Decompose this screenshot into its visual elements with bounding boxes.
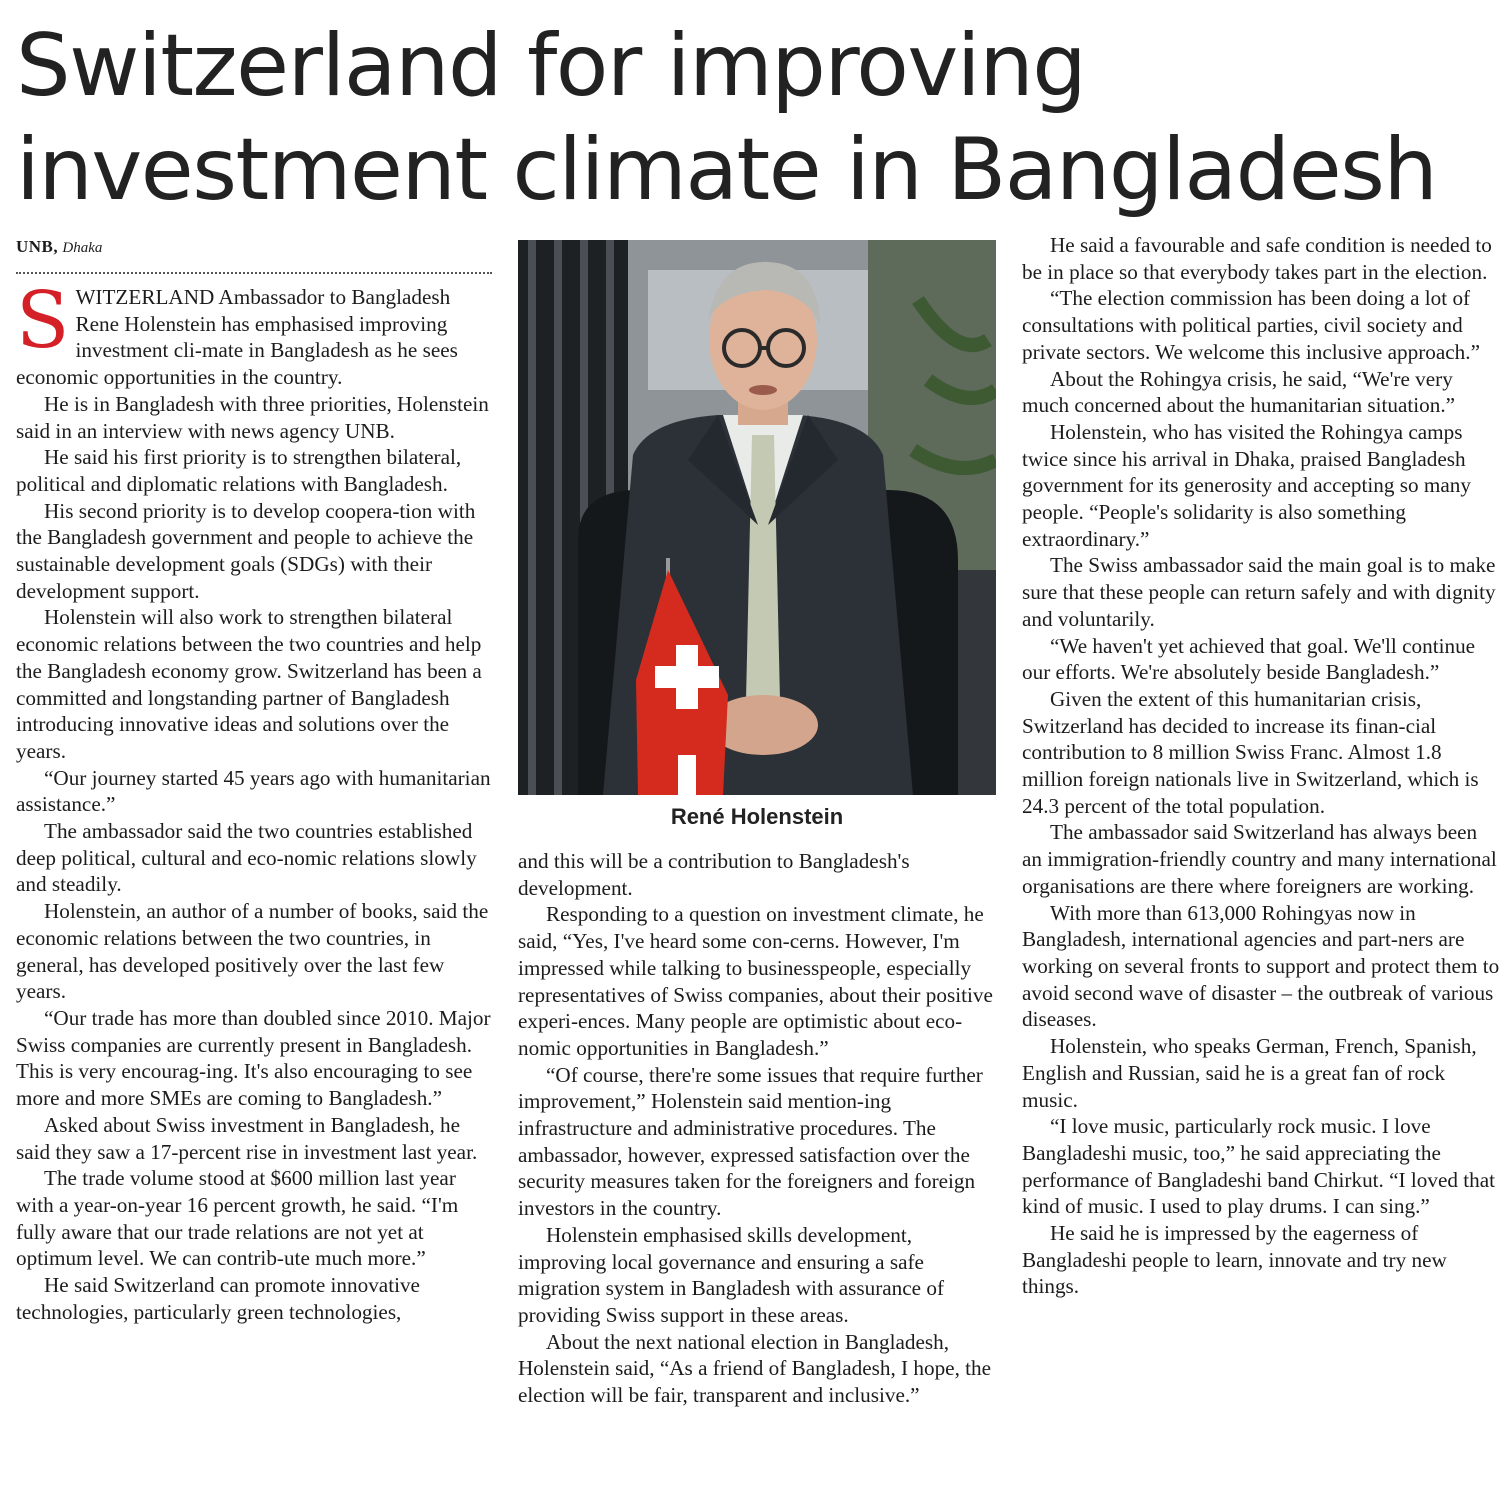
paragraph-14: Responding to a question on investment climate, he said, “Yes, I've heard some con-cerns. However, I'm impressed while talking to businesspeople, especially representatives of Swiss companies, about their positive experi-ences. Many people are optimistic about eco-nomic opportunities in Bangladesh.” — [518, 902, 993, 1060]
article-column-1 — [16, 232, 492, 1325]
byline — [16, 232, 492, 266]
paragraph-20: About the Rohingya crisis, he said, “We're very much concerned about the humanitarian situation.” — [1022, 366, 1456, 418]
paragraph-5: Holenstein will also work to strengthen bilateral economic relations between the two countries and help the Bangladesh economy grow. Switzerland has been a committed and longstanding partner of Bangladesh introducing innovative ideas and solutions over the years. — [16, 605, 482, 763]
paragraph-1 — [16, 276, 492, 391]
paragraph-18: He said a favourable and safe condition is needed to be in place so that everybody takes part in the election. — [1022, 233, 1492, 284]
paragraph-4: His second priority is to develop coopera-tion with the Bangladesh government and people to achieve the sustainable development goals (SDGs) with their development support. — [16, 498, 476, 603]
paragraph-22: The Swiss ambassador said the main goal is to make sure that these people can return safely and with dignity and voluntarily. — [1022, 553, 1496, 631]
paragraph-7: The ambassador said the two countries established deep political, cultural and eco-nomic relations slowly and steadily. — [16, 819, 477, 897]
paragraph-24: Given the extent of this humanitarian crisis, Switzerland has decided to increase its finan-cial contribution to 8 million Swiss Franc. Almost 1.8 million foreign nationals live in Switzerland, which is 24.3 percent of the total population. — [1022, 686, 1479, 818]
paragraph-21: Holenstein, who has visited the Rohingya camps twice since his arrival in Dhaka, praised Bangladesh government for its generosity and accepting so many people. “People's solidarity is also something extraordinary.” — [1022, 419, 1471, 551]
paragraph-26: With more than 613,000 Rohingyas now in Bangladesh, international agencies and part-ners are working on several fronts to support and protect them to avoid second wave of disaster – the outbreak of various diseases. — [1022, 900, 1500, 1032]
paragraph-10: Asked about Swiss investment in Bangladesh, he said they saw a 17-percent rise in investment last year. — [16, 1112, 478, 1164]
paragraph-6: “Our journey started 45 years ago with humanitarian assistance.” — [16, 765, 491, 817]
paragraph-3: He said his first priority is to strengthen bilateral, political and diplomatic relations with Bangladesh. — [16, 445, 462, 496]
paragraph-17: About the next national election in Bangladesh, Holenstein said, “As a friend of Bangladesh, I hope, the election will be fair, transparent and inclusive.” — [518, 1329, 992, 1408]
paragraph-28: “I love music, particularly rock music. I love Bangladeshi music, too,” he said appreciating the performance of Bangladeshi band Chirkut. “I loved that kind of music. I used to play drums. I can sing.” — [1022, 1114, 1496, 1219]
ambassador-photo — [518, 240, 996, 795]
paragraph-25: The ambassador said Switzerland has always been an immigration-friendly country and many international organisations are there where foreigners are working. — [1022, 820, 1497, 898]
paragraph-13: and this will be a contribution to Bangladesh's development. — [518, 849, 910, 900]
ambassador-photo-illustration — [518, 240, 996, 795]
paragraph-23: “We haven't yet achieved that goal. We'll continue our efforts. We're absolutely beside Bangladesh.” — [1022, 633, 1476, 685]
paragraph-1-text: WITZERLAND Ambassador to Bangladesh Rene Holenstein has emphasised improving investment cli-mate in Bangladesh as he sees economic opportunities in the country. — [16, 285, 458, 390]
drop-cap: S — [16, 276, 70, 366]
paragraph-19: “The election commission has been doing a lot of consultations with political parties, civil society and private sectors. We welcome this inclusive approach.” — [1022, 286, 1480, 364]
paragraph-16: Holenstein emphasised skills development, improving local governance and ensuring a safe migration system in Bangladesh with assurance of providing Swiss support in these areas. — [518, 1222, 945, 1327]
paragraph-29: He said he is impressed by the eagerness of Bangladeshi people to learn, innovate and try new things. — [1022, 1221, 1447, 1299]
byline-divider — [16, 272, 492, 274]
photo-caption: René Holenstein — [670, 804, 844, 829]
paragraph-12: He said Switzerland can promote innovative technologies, particularly green technologies, — [16, 1273, 420, 1324]
byline-agency: UNB, — [16, 237, 59, 256]
byline-place: Dhaka — [62, 240, 103, 256]
paragraph-15: “Of course, there're some issues that require further improvement,” Holenstein said mention-ing infrastructure and administrative procedures. The ambassador, however, expressed satisfaction over the security measures taken for the foreigners and foreign investors in the country. — [518, 1062, 983, 1221]
paragraph-8: Holenstein, an author of a number of books, said the economic relations between the two countries, in general, has developed positively over the last few years. — [16, 899, 489, 1004]
paragraph-9: “Our trade has more than doubled since 2010. Major Swiss companies are currently present in Bangladesh. This is very encourag-ing. It's also encouraging to see more and more SMEs are coming to Bangladesh.” — [16, 1005, 491, 1111]
paragraph-11: The trade volume stood at $600 million last year with a year-on-year 16 percent growth, he said. “I'm fully aware that our trade relations are not yet at optimum level. We can contrib-ute much more.” — [16, 1166, 459, 1271]
headline: Switzerland for improving investment climate in Bangladesh — [16, 16, 1437, 220]
paragraph-2: He is in Bangladesh with three priorities, Holenstein said in an interview with news agency UNB. — [16, 391, 489, 443]
article-column-3 — [1022, 232, 1500, 1300]
paragraph-27: Holenstein, who speaks German, French, Spanish, English and Russian, said he is a great fan of rock music. — [1022, 1034, 1477, 1112]
article-column-2 — [518, 848, 996, 1409]
